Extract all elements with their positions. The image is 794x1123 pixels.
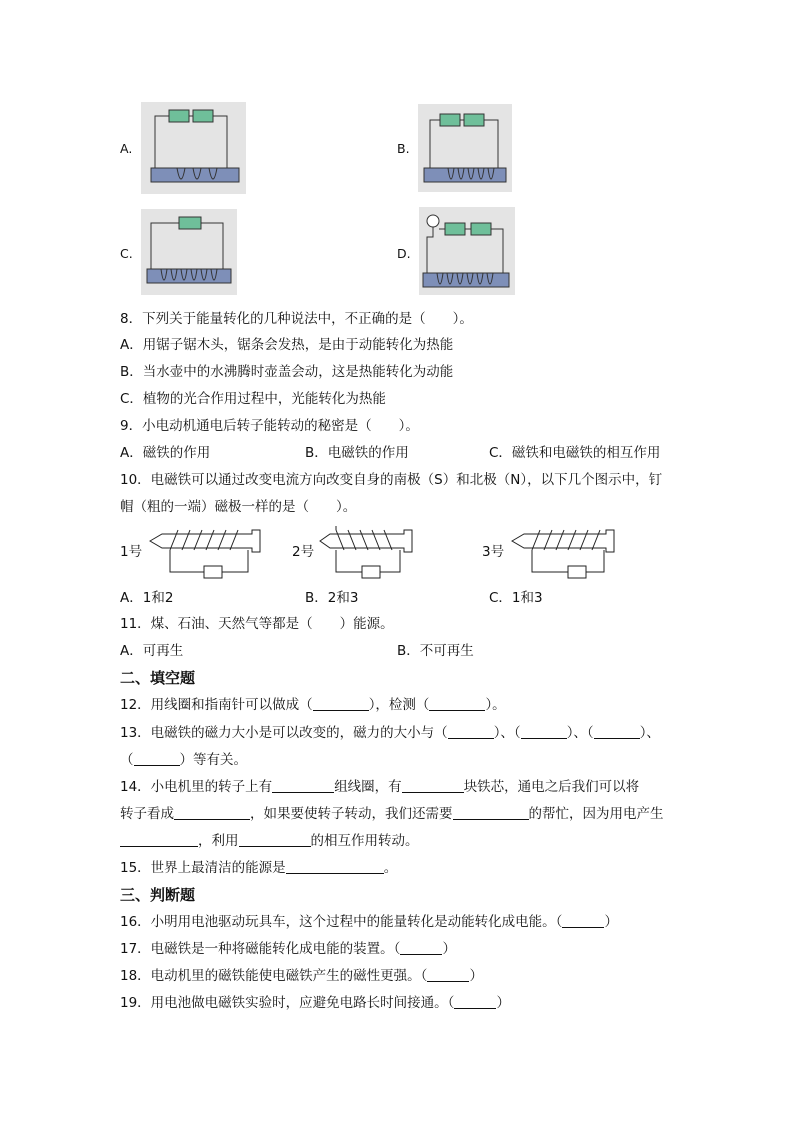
q13-blank-1[interactable] <box>448 724 494 739</box>
q16-blank[interactable] <box>562 913 604 928</box>
q17-blank[interactable] <box>400 940 442 955</box>
q14-text-g: ，利用 <box>198 833 239 849</box>
q13-text-f: ）等有关。 <box>179 752 247 768</box>
q18-text-b: ） <box>469 968 483 984</box>
q8-option-b[interactable]: B．当水壶中的水沸腾时壶盖会动，这是热能转化为动能 <box>120 364 454 380</box>
q8-stem: 8．下列关于能量转化的几种说法中，不正确的是（ ）。 <box>120 311 473 327</box>
q18-line <box>120 967 483 985</box>
q14-text-f: 的帮忙，因为用电产生 <box>528 806 664 822</box>
q14-blank-1[interactable] <box>272 778 334 793</box>
q14-text-e: ，如果要使转子转动，我们还需要 <box>250 806 453 822</box>
q14-blank-2[interactable] <box>402 778 464 793</box>
q14-blank-6[interactable] <box>239 832 311 847</box>
q7-option-d-image <box>419 207 515 295</box>
q7-option-c-image <box>141 209 237 295</box>
q14-blank-4[interactable] <box>453 805 529 820</box>
q9-stem: 9．小电动机通电后转子能转动的秘密是（ ）。 <box>120 418 419 434</box>
q10-figure-1-label: 1号 <box>120 544 143 560</box>
q15-text-a: 15．世界上最清洁的能源是 <box>120 860 286 876</box>
q10-stem-line2: 帽（粗的一端）磁极一样的是（ ）。 <box>120 499 357 515</box>
q13-text-a: 13．电磁铁的磁力大小是可以改变的，磁力的大小与（ <box>120 725 448 741</box>
q14-text-b: 组线圈，有 <box>334 779 402 795</box>
q16-text-a: 16．小明用电池驱动玩具车，这个过程中的能量转化是动能转化成电能。（ <box>120 914 563 930</box>
q13-blank-3[interactable] <box>594 724 640 739</box>
q13-text-d: ）、 <box>639 725 660 741</box>
q8-option-c[interactable]: C．植物的光合作用过程中，光能转化为热能 <box>120 391 386 407</box>
q12-text-a: 12．用线圈和指南针可以做成（ <box>120 697 313 713</box>
q8-option-a[interactable]: A．用锯子锯木头，锯条会发热，是由于动能转化为热能 <box>120 337 454 353</box>
q19-blank[interactable] <box>454 994 496 1009</box>
q10-option-c[interactable]: C．1和3 <box>489 590 543 606</box>
q14-blank-5[interactable] <box>120 832 198 847</box>
q14-blank-3[interactable] <box>174 805 250 820</box>
q7-option-b-image <box>418 104 512 192</box>
q14-text-h: 的相互作用转动。 <box>310 833 419 849</box>
q15-blank[interactable] <box>286 859 384 874</box>
q19-text-a: 19．用电池做电磁铁实验时，应避免电路长时间接通。（ <box>120 995 455 1011</box>
q13-text-b: ）、（ <box>493 725 521 741</box>
q16-text-b: ） <box>604 914 618 930</box>
q17-line <box>120 940 456 958</box>
q10-figure-2-diagram <box>316 524 420 582</box>
q11-stem: 11．煤、石油、天然气等都是（ ）能源。 <box>120 616 394 632</box>
q10-option-b[interactable]: B．2和3 <box>305 590 359 606</box>
q11-option-b[interactable]: B．不可再生 <box>397 643 474 659</box>
q12-line <box>120 696 506 714</box>
q7-option-b-label[interactable]: B. <box>397 141 410 156</box>
q13-blank-4[interactable] <box>134 751 180 766</box>
q16-line <box>120 913 618 931</box>
q10-option-a[interactable]: A．1和2 <box>120 590 174 606</box>
q10-figure-3-diagram <box>508 524 622 582</box>
q17-text-b: ） <box>442 941 456 957</box>
q7-option-a-label[interactable]: A. <box>120 141 133 156</box>
q12-text-b: ），检测（ <box>368 697 430 713</box>
q17-text-a: 17．电磁铁是一种将磁能转化成电能的装置。（ <box>120 941 401 957</box>
q9-option-a[interactable]: A．磁铁的作用 <box>120 445 211 461</box>
q7-option-d-label[interactable]: D. <box>397 246 411 261</box>
q12-blank-1[interactable] <box>313 696 369 711</box>
q13-blank-2[interactable] <box>521 724 567 739</box>
q10-figure-1-diagram <box>146 524 266 582</box>
q7-option-a-image <box>141 102 246 194</box>
q14-line-3 <box>120 832 419 850</box>
section-3-title: 三、判断题 <box>120 886 196 904</box>
q10-stem-line1: 10．电磁铁可以通过改变电流方向改变自身的南极（S）和北极（N），以下几个图示中，钉 <box>120 472 663 488</box>
section-2-title: 二、填空题 <box>120 669 196 687</box>
q19-line <box>120 994 510 1012</box>
q12-text-c: ）。 <box>485 697 506 713</box>
q18-text-a: 18．电动机里的磁铁能使电磁铁产生的磁性更强。（ <box>120 968 428 984</box>
q15-line <box>120 859 397 877</box>
q14-line-2 <box>120 805 664 823</box>
q18-blank[interactable] <box>427 967 469 982</box>
q10-figure-3-label: 3号 <box>482 544 505 560</box>
q14-line-1 <box>120 778 639 796</box>
q13-line-2 <box>120 751 247 769</box>
q14-text-c: 块铁芯，通电之后我们可以将 <box>463 779 640 795</box>
q13-text-c: ）、（ <box>566 725 594 741</box>
q15-text-b: 。 <box>383 860 398 876</box>
q11-option-a[interactable]: A．可再生 <box>120 643 184 659</box>
q13-line-1 <box>120 724 660 742</box>
q7-option-c-label[interactable]: C. <box>120 246 133 261</box>
q14-text-a: 14．小电机里的转子上有 <box>120 779 273 795</box>
q9-option-b[interactable]: B．电磁铁的作用 <box>305 445 409 461</box>
q13-text-e: （ <box>120 752 134 768</box>
q14-text-d: 转子看成 <box>120 806 174 822</box>
q9-option-c[interactable]: C．磁铁和电磁铁的相互作用 <box>489 445 661 461</box>
q10-figure-2-label: 2号 <box>292 544 315 560</box>
q12-blank-2[interactable] <box>429 696 485 711</box>
q19-text-b: ） <box>496 995 510 1011</box>
